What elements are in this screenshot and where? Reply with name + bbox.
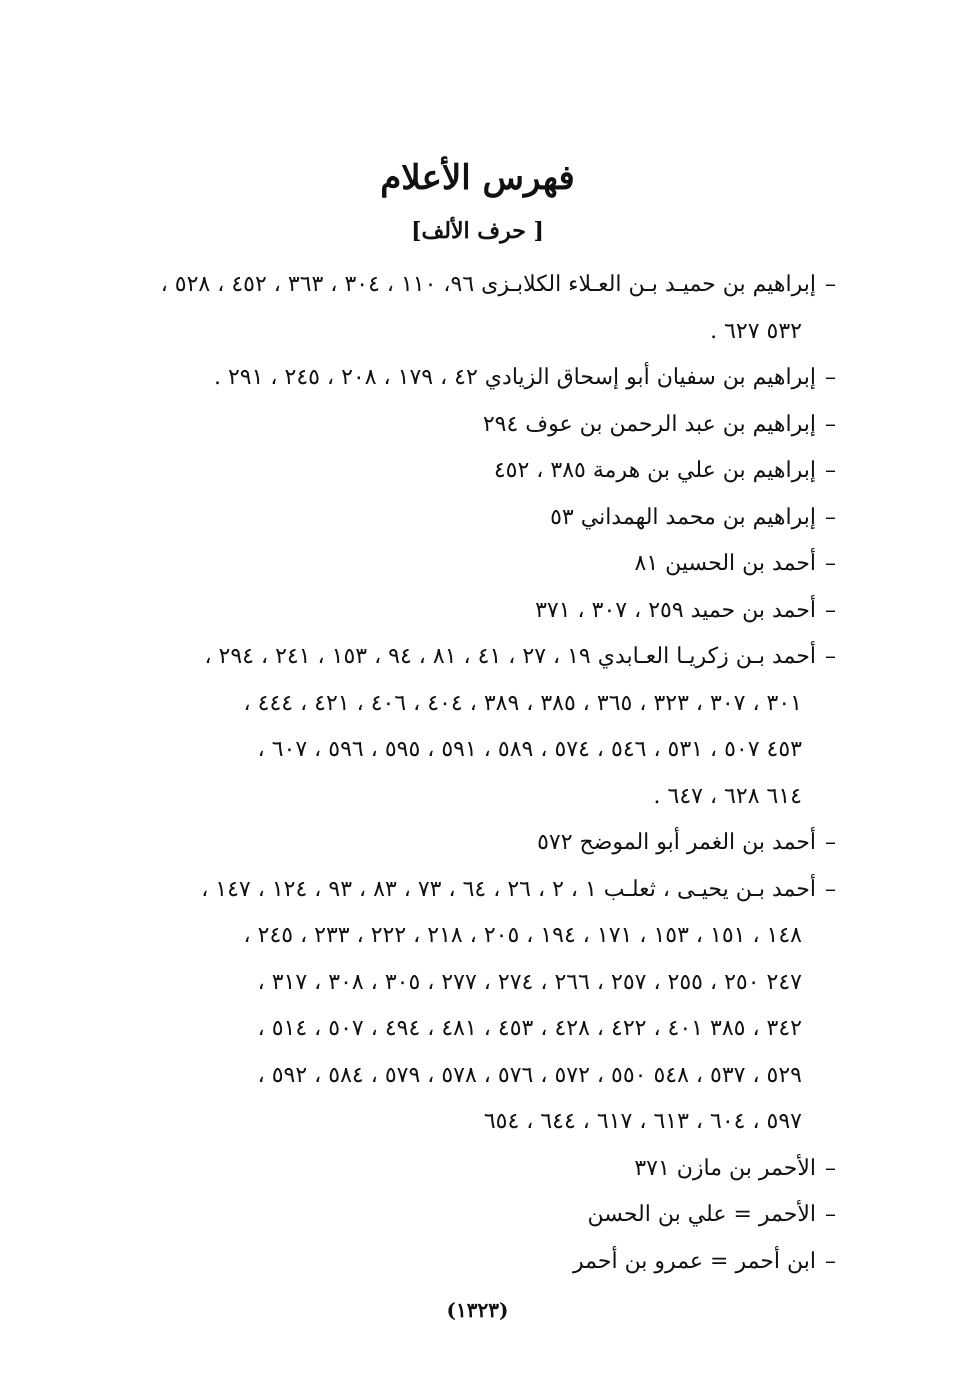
index-entries <box>140 262 836 1285</box>
entry-dash: – <box>825 365 836 390</box>
entry-line: إبراهيم بن علي بن هرمة ٣٨٥ ، ٤٥٢ <box>493 458 816 483</box>
index-entry <box>140 1192 836 1239</box>
entry-continuation-line: ٥٩٧ ، ٦٠٤ ، ٦١٣ ، ٦١٧ ، ٦٤٤ ، ٦٥٤ <box>483 1109 802 1134</box>
entry-dash: – <box>825 1155 836 1181</box>
entry-dash: – <box>825 272 836 297</box>
entry-continuation-line: ٦١٤ ٦٢٨ ، ٦٤٧ . <box>653 783 802 809</box>
entry-continuation-line: ٣٠١ ، ٣٠٧ ، ٣٢٣ ، ٣٦٥ ، ٣٨٥ ، ٣٨٩ ، ٤٠٤ ، ٤٠٦ ، ٤٢١ ، ٤٤٤ ، <box>243 690 802 716</box>
entry-continuation-line: ٣٤٢ ، ٣٨٥ ٤٠١ ، ٤٢٢ ، ٤٢٨ ، ٤٥٣ ، ٤٨١ ، ٤٩٤ ، ٥٠٧ ، ٥١٤ ، <box>257 1016 802 1041</box>
entry-dash: – <box>825 411 836 437</box>
entry-dash: – <box>825 830 836 855</box>
entry-line: إبراهيم بن حميـد بـن العـلاء الكلابـزى ٩٦، ١١٠ ، ٣٠٤ ، ٣٦٣ ، ٤٥٢ ، ٥٢٨ ، <box>160 272 816 297</box>
page-title: فهرس الأعلام <box>380 158 575 198</box>
entry-dash: – <box>825 876 836 902</box>
entry-dash: – <box>825 1248 836 1274</box>
index-entry <box>140 402 836 449</box>
entry-line: إبراهيم بن محمد الهمداني ٥٣ <box>550 504 816 530</box>
entry-dash: – <box>825 458 836 483</box>
index-entry <box>140 634 836 820</box>
page-number: (١٣٢٣) <box>446 1298 509 1322</box>
entry-dash: – <box>825 504 836 530</box>
entry-line: أحمد بن الغمر أبو الموضح ٥٧٢ <box>537 830 816 855</box>
entry-dash: – <box>825 551 836 576</box>
entry-dash: – <box>825 1202 836 1227</box>
entry-dash: – <box>825 597 836 623</box>
index-entry <box>140 262 836 355</box>
entry-line: إبراهيم بن عبد الرحمن بن عوف ٢٩٤ <box>482 411 816 437</box>
index-entry <box>140 820 836 867</box>
entry-line: أحمد بـن زكريـا العـابدي ١٩ ، ٢٧ ، ٤١ ، ٨١ ، ٩٤ ، ١٥٣ ، ٢٤١ ، ٢٩٤ ، <box>204 644 816 669</box>
entry-continuation-line: ٤٥٣ ٥٠٧ ، ٥٣١ ، ٥٤٦ ، ٥٧٤ ، ٥٨٩ ، ٥٩١ ، ٥٩٥ ، ٥٩٦ ، ٦٠٧ ، <box>257 737 802 762</box>
entry-line: أحمد بن حميد ٢٥٩ ، ٣٠٧ ، ٣٧١ <box>535 597 816 623</box>
index-entry <box>140 1239 836 1286</box>
entry-line: ابن أحمر = عمرو بن أحمر <box>573 1248 816 1274</box>
section-heading: [ حرف الألف] <box>411 218 544 244</box>
entry-line: الأحمر بن مازن ٣٧١ <box>634 1155 816 1181</box>
entry-continuation-line: ٢٤٧ ٢٥٠ ، ٢٥٥ ، ٢٥٧ ، ٢٦٦ ، ٢٧٤ ، ٢٧٧ ، ٣٠٥ ، ٣٠٨ ، ٣١٧ ، <box>257 969 802 995</box>
index-entry <box>140 355 836 402</box>
entry-continuation-line: ٥٢٩ ، ٥٣٧ ، ٥٤٨ ٥٥٠ ، ٥٧٢ ، ٥٧٦ ، ٥٧٨ ، ٥٧٩ ، ٥٨٤ ، ٥٩٢ ، <box>257 1062 802 1088</box>
index-entry <box>140 541 836 588</box>
entry-dash: – <box>825 644 836 669</box>
index-entry <box>140 495 836 542</box>
entry-line: إبراهيم بن سفيان أبو إسحاق الزيادي ٤٢ ، ١٧٩ ، ٢٠٨ ، ٢٤٥ ، ٢٩١ . <box>213 365 816 390</box>
entry-line: أحمد بن الحسين ٨١ <box>634 551 816 576</box>
entry-continuation-line: ٥٣٢ ٦٢٧ . <box>710 318 802 344</box>
index-entry <box>140 867 836 1146</box>
index-entry <box>140 1146 836 1193</box>
entry-line: الأحمر = علي بن الحسن <box>587 1202 816 1227</box>
entry-continuation-line: ١٤٨ ، ١٥١ ، ١٥٣ ، ١٧١ ، ١٩٤ ، ٢٠٥ ، ٢١٨ ، ٢٢٢ ، ٢٣٣ ، ٢٤٥ ، <box>243 923 802 948</box>
index-entry <box>140 588 836 635</box>
index-entry <box>140 448 836 495</box>
entry-line: أحمد بـن يحيـى ، ثعلـب ١ ، ٢ ، ٢٦ ، ٦٤ ، ٧٣ ، ٨٣ ، ٩٣ ، ١٢٤ ، ١٤٧ ، <box>201 876 816 902</box>
